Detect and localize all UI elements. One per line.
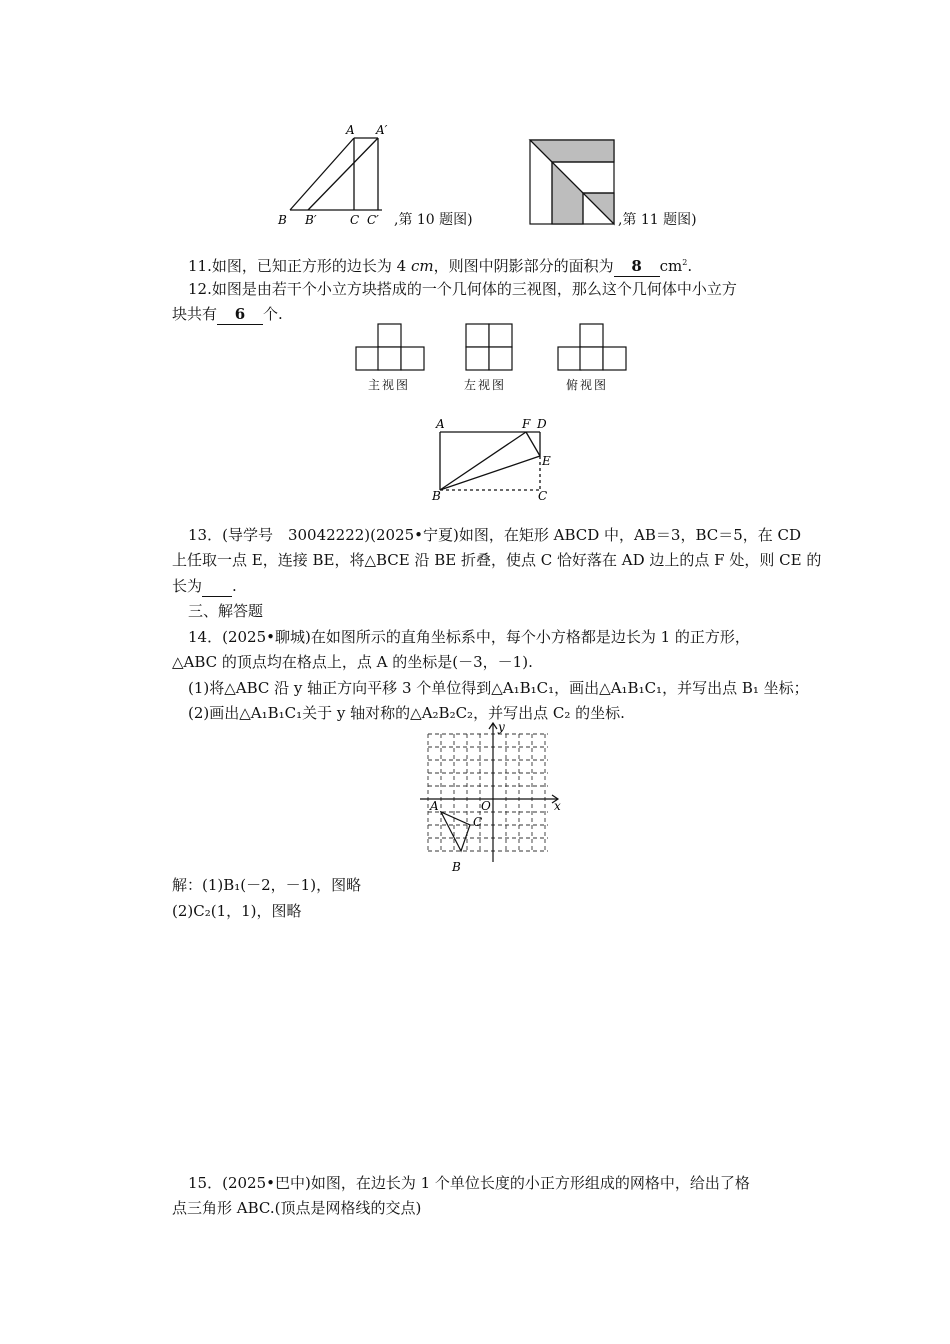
q12-text-2-before: 块共有 bbox=[172, 305, 218, 323]
grid-label-b: B bbox=[452, 860, 461, 874]
q12-text-1: 如图是由若干个小立方块搭成的一个几何体的三视图，那么这个几何体中小立方 bbox=[211, 280, 737, 298]
q13-line-3 bbox=[172, 576, 237, 597]
q11-answer: 8 bbox=[614, 256, 660, 277]
q15-line-2: 点三角形 ABC.(顶点是网格线的交点) bbox=[172, 1199, 422, 1217]
x-axis-label: x bbox=[554, 799, 561, 813]
fig13-label-c: C bbox=[538, 489, 548, 503]
q14-part-2: (2)画出△A₁B₁C₁关于 y 轴对称的△A₂B₂C₂，并写出点 C₂ 的坐标. bbox=[188, 704, 625, 722]
q11-text-mid: ，则图中阴影部分的面积为 bbox=[433, 257, 614, 275]
question-11 bbox=[188, 253, 692, 277]
q14-solution-2: (2)C₂(1，1)，图略 bbox=[172, 902, 302, 920]
origin-label: O bbox=[481, 799, 491, 813]
fig13-label-e: E bbox=[542, 454, 551, 468]
q12-line-1 bbox=[188, 279, 737, 299]
q14-solution-1: 解：(1)B₁(－2，－1)，图略 bbox=[172, 876, 362, 894]
three-view-drawings bbox=[350, 318, 640, 378]
point-label-c: C bbox=[350, 213, 360, 227]
q13-line-2: 上任取一点 E，连接 BE，将△BCE 沿 BE 折叠，使点 C 恰好落在 AD 边上的点 F 处，则 CE 的 bbox=[172, 551, 822, 569]
point-label-c-prime: C′ bbox=[367, 213, 379, 227]
coordinate-grid bbox=[418, 720, 568, 876]
y-axis-label: y bbox=[498, 720, 505, 734]
q12-line-2 bbox=[172, 304, 283, 325]
grid-label-a: A bbox=[430, 799, 439, 813]
q12-text-2-after: 个. bbox=[263, 305, 283, 323]
q11-text-before: 如图，已知正方形的边长为 4 bbox=[211, 257, 411, 275]
q13-line-1: 13．(导学号 30042222)(2025•宁夏)如图，在矩形 ABCD 中，AB＝3，BC＝5，在 CD bbox=[188, 526, 802, 544]
q11-end: . bbox=[687, 257, 693, 275]
fig13-label-a: A bbox=[436, 417, 445, 431]
q11-unit: cm bbox=[410, 257, 434, 275]
q11-number: 11. bbox=[188, 257, 212, 275]
fig13-label-b: B bbox=[432, 489, 441, 503]
q14-line-1: 14．(2025•聊城)在如图所示的直角坐标系中，每个小方格都是边长为 1 的正方形， bbox=[188, 628, 750, 646]
figure-11 bbox=[528, 138, 618, 226]
figure-13 bbox=[428, 416, 558, 506]
q13-text-3-before: 长为 bbox=[172, 577, 203, 595]
grid-label-c: C bbox=[473, 815, 483, 829]
q12-answer: 6 bbox=[217, 304, 263, 325]
point-label-b: B bbox=[278, 213, 287, 227]
fig13-label-d: D bbox=[537, 417, 547, 431]
q13-answer-blank bbox=[202, 576, 232, 597]
point-label-b-prime: B′ bbox=[305, 213, 317, 227]
front-view-caption: 主视图 bbox=[368, 378, 411, 392]
q11-unit-sup: 2 bbox=[682, 258, 688, 267]
section-heading: 三、解答题 bbox=[188, 602, 264, 620]
q14-line-2: △ABC 的顶点均在格点上，点 A 的坐标是(－3，－1). bbox=[172, 653, 533, 671]
q13-text-3-after: . bbox=[232, 577, 237, 595]
fig13-label-f: F bbox=[522, 417, 531, 431]
point-label-a-prime: A′ bbox=[376, 123, 388, 137]
q11-unit-after: cm bbox=[659, 257, 683, 275]
q12-number: 12. bbox=[188, 280, 212, 298]
figure-10-caption: ,第 10 题图) bbox=[394, 212, 473, 228]
q15-line-1: 15．(2025•巴中)如图，在边长为 1 个单位长度的小正方形组成的网格中，给出了格 bbox=[188, 1174, 750, 1192]
figure-11-caption: ,第 11 题图) bbox=[618, 212, 697, 228]
point-label-a: A bbox=[346, 123, 355, 137]
q14-part-1: (1)将△ABC 沿 y 轴正方向平移 3 个单位得到△A₁B₁C₁，画出△A₁B₁C₁，并写出点 B₁ 坐标； bbox=[188, 679, 809, 697]
top-view-caption: 俯视图 bbox=[566, 378, 609, 392]
left-view-caption: 左视图 bbox=[464, 378, 507, 392]
